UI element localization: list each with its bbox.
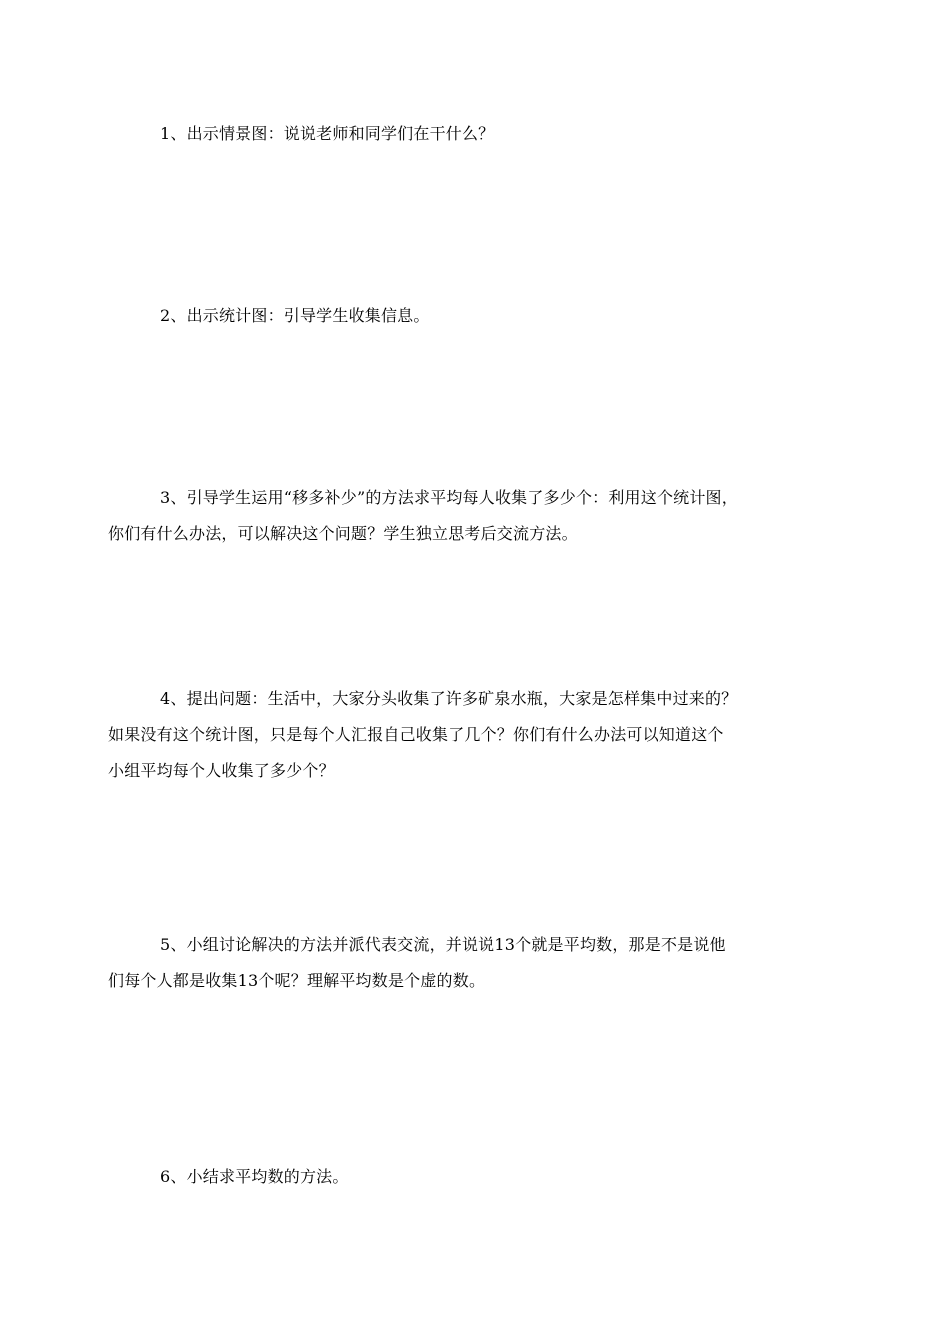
paragraph-line: 5、小组讨论解决的方法并派代表交流，并说说13个就是平均数，那是不是说他 (160, 935, 726, 954)
paragraph-5 (108, 927, 856, 999)
paragraph-line: 4、提出问题：生活中，大家分头收集了许多矿泉水瓶，大家是怎样集中过来的？ (160, 689, 738, 708)
paragraph-line: 小组平均每个人收集了多少个？ (108, 761, 335, 780)
paragraph-line: 们每个人都是收集13个呢？理解平均数是个虚的数。 (108, 971, 486, 990)
paragraph-4 (108, 681, 856, 789)
paragraph-line: 1、出示情景图：说说老师和同学们在干什么？ (160, 124, 495, 143)
paragraph-line: 如果没有这个统计图，只是每个人汇报自己收集了几个？你们有什么办法可以知道这个 (108, 725, 724, 744)
paragraph-line: 6、小结求平均数的方法。 (160, 1167, 349, 1186)
paragraph-3 (108, 480, 856, 552)
paragraph-line: 你们有什么办法，可以解决这个问题？学生独立思考后交流方法。 (108, 524, 578, 543)
paragraph-line: 2、出示统计图：引导学生收集信息。 (160, 306, 430, 325)
paragraph-6 (108, 1159, 856, 1195)
paragraph-1 (108, 116, 856, 152)
paragraph-line: 3、引导学生运用“移多补少”的方法求平均每人收集了多少个：利用这个统计图， (160, 488, 738, 507)
paragraph-2 (108, 298, 856, 334)
